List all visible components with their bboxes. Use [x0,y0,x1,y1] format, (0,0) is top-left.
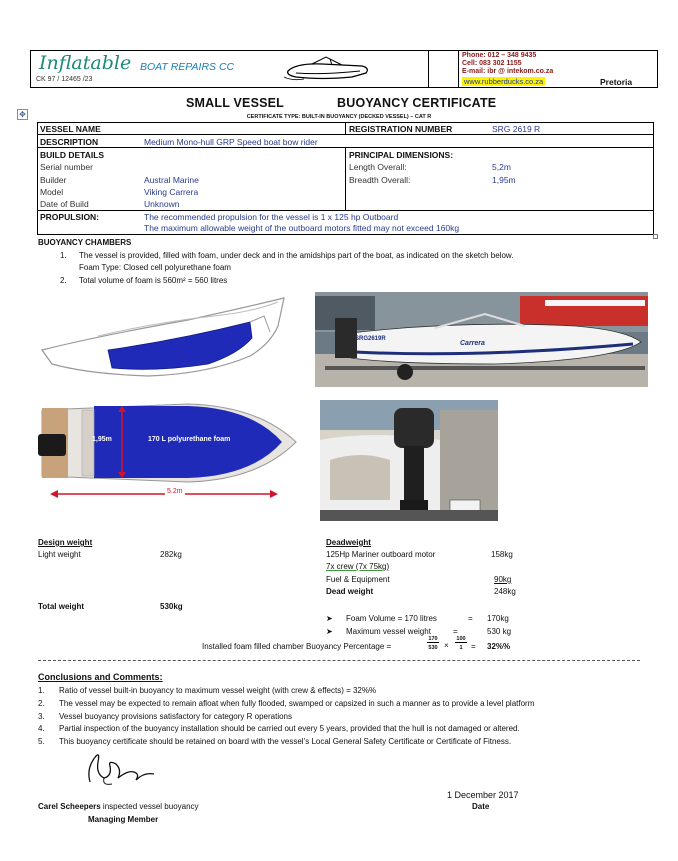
total-weight-label: Total weight [38,602,85,611]
builder-label: Builder [40,175,67,185]
hull-top-sketch [38,398,300,500]
date-label: Date [472,802,490,811]
signature-date: 1 December 2017 [447,790,519,800]
design-weight-heading: Design weight [38,538,93,547]
vessel-name-label: VESSEL NAME [40,124,101,134]
conclusion-item: This buoyancy certificate should be retained on board with the vessel’s Local General Safety Certificate or Certificate of Fitness. [59,737,512,746]
boat-side-photo [315,292,648,387]
buoyancy-item-number: 2. [60,276,67,285]
fuel-label: Fuel & Equipment [326,575,390,584]
conclusion-number: 4. [38,724,45,733]
motor-label: 125Hp Mariner outboard motor [326,550,436,559]
deadweight-heading: Deadweight [326,538,371,547]
bullet-icon: ➤ [326,614,333,623]
foam-volume-value: 170kg [487,614,509,623]
company-logo-word: Inflatable [39,52,132,74]
company-city: Pretoria [600,77,633,87]
dead-weight-label: Dead weight [326,587,374,596]
company-logo-subtitle: BOAT REPAIRS CC [140,61,235,73]
propulsion-line-2: The maximum allowable weight of the outboard motors fitted may not exceed 160kg [144,223,460,233]
conclusion-number: 2. [38,699,45,708]
total-weight-value: 530kg [160,602,183,611]
section-divider [38,660,640,661]
inspector-name: Carel Scheepers [38,802,101,811]
builder-value: Austral Marine [144,175,199,185]
dead-weight-value: 248kg [494,587,516,596]
inspector-line [38,802,199,811]
breadth-label: Breadth Overall: [349,175,411,185]
registration-value: SRG 2619 R [492,124,541,134]
formula-denominator: 1 [459,645,463,651]
serial-label: Serial number [40,162,93,172]
contact-cell: Cell: 083 302 1155 [462,60,522,67]
buoyancy-item-2: Total volume of foam is 560m² = 560 litres [79,276,228,285]
formula-times: × [444,641,449,650]
conclusion-number: 1. [38,686,45,695]
model-value: Viking Carrera [144,187,199,197]
website-link[interactable]: www.rubberducks.co.za [464,77,544,86]
contact-email[interactable]: E-mail: ibr @ intekom.co.za [462,68,554,75]
principal-dimensions-label: PRINCIPAL DIMENSIONS: [349,150,454,160]
propulsion-label: PROPULSION: [40,212,100,222]
max-weight-value: 530 kg [487,627,512,636]
date-of-build-label: Date of Build [40,199,89,209]
inflatable-boat-logo-icon [282,53,374,83]
formula-numerator: 100 [456,636,466,642]
equals-sign: = [453,627,458,636]
inspector-role: Managing Member [88,815,159,824]
letterhead-divider [458,50,459,88]
buoyancy-heading: BUOYANCY CHAMBERS [38,238,132,247]
letterhead-divider [428,50,429,88]
light-weight-label: Light weight [38,550,81,559]
conclusion-number: 5. [38,737,45,746]
formula-numerator: 170 [428,636,438,642]
conclusion-item: Partial inspection of the buoyancy installation should be carried out every 5 years, provided that the hull is not damaged or altered. [59,724,520,733]
fuel-value: 90kg [494,575,512,584]
description-label: DESCRIPTION [40,137,99,147]
bullet-icon: ➤ [326,627,333,636]
table-rule [37,210,654,211]
company-registration: CK 97 / 12465 /23 [36,76,93,83]
hull-side-sketch [38,292,288,380]
handwritten-signature [82,748,162,790]
length-dimension-label: 5.2m [167,488,183,495]
breadth-value: 1,95m [492,175,516,185]
max-weight-label: Maximum vessel weight [346,627,431,636]
title-small-vessel: SMALL VESSEL [186,96,285,110]
buoyancy-item-number: 1. [60,251,67,260]
conclusion-number: 3. [38,712,45,721]
length-value: 5,2m [492,162,511,172]
registration-label: REGISTRATION NUMBER [349,124,453,134]
table-resize-handle-icon[interactable] [653,234,658,239]
formula-result: 32%% [487,642,511,651]
formula-prefix: Installed foam filled chamber Buoyancy Percentage = [202,642,392,651]
certificate-type: CERTIFICATE TYPE: BUILT-IN BUOYANCY (DECKED VESSEL) – CAT R [246,114,432,120]
outboard-motor-photo [320,400,498,521]
width-dimension-label: 1,95m [92,436,112,443]
buoyancy-item-1: The vessel is provided, filled with foam, under deck and in the amidships part of the boat, as indicated on the sketch below. [79,251,514,260]
title-buoyancy-certificate: BUOYANCY CERTIFICATE [337,96,497,110]
foam-type: Foam Type: Closed cell polyurethane foam [79,263,231,272]
conclusion-item: Vessel buoyancy provisions satisfactory for category R operations [59,712,293,721]
equals-sign: = [468,614,473,623]
inspection-statement: inspected vessel buoyancy [100,802,199,811]
formula-equals: = [471,642,476,651]
length-label: Length Overall: [349,162,407,172]
table-rule [345,122,346,135]
conclusions-heading: Conclusions and Comments: [38,672,163,682]
conclusion-item: The vessel may be expected to remain afloat when fully flooded, swamped or capsized in such a manner as to provide a level platform [59,699,535,708]
foam-volume-label: 170 L polyurethane foam [148,436,231,443]
light-weight-value: 282kg [160,550,182,559]
conclusion-item: Ratio of vessel built-in buoyancy to maximum vessel weight (with crew & effects) = 32%% [59,686,377,695]
crew-label: 7x crew (7x 75kg) [326,562,390,571]
build-details-label: BUILD DETAILS [40,150,105,160]
formula-denominator: 530 [428,645,438,651]
table-move-handle-icon[interactable]: ✥ [17,109,28,120]
date-of-build-value: Unknown [144,199,180,209]
hull-registration-text: SRG2619R [355,336,386,342]
model-label: Model [40,187,64,197]
table-rule [345,147,346,210]
contact-phone: Phone: 012 – 348 9435 [462,52,537,59]
foam-volume-label: Foam Volume = 170 litres [346,614,437,623]
motor-value: 158kg [491,550,513,559]
propulsion-line-1: The recommended propulsion for the vessel is 1 x 125 hp Outboard [144,212,399,222]
description-value: Medium Mono-hull GRP Speed boat bow rider [144,137,318,147]
hull-brand-text: Carrera [460,340,485,347]
